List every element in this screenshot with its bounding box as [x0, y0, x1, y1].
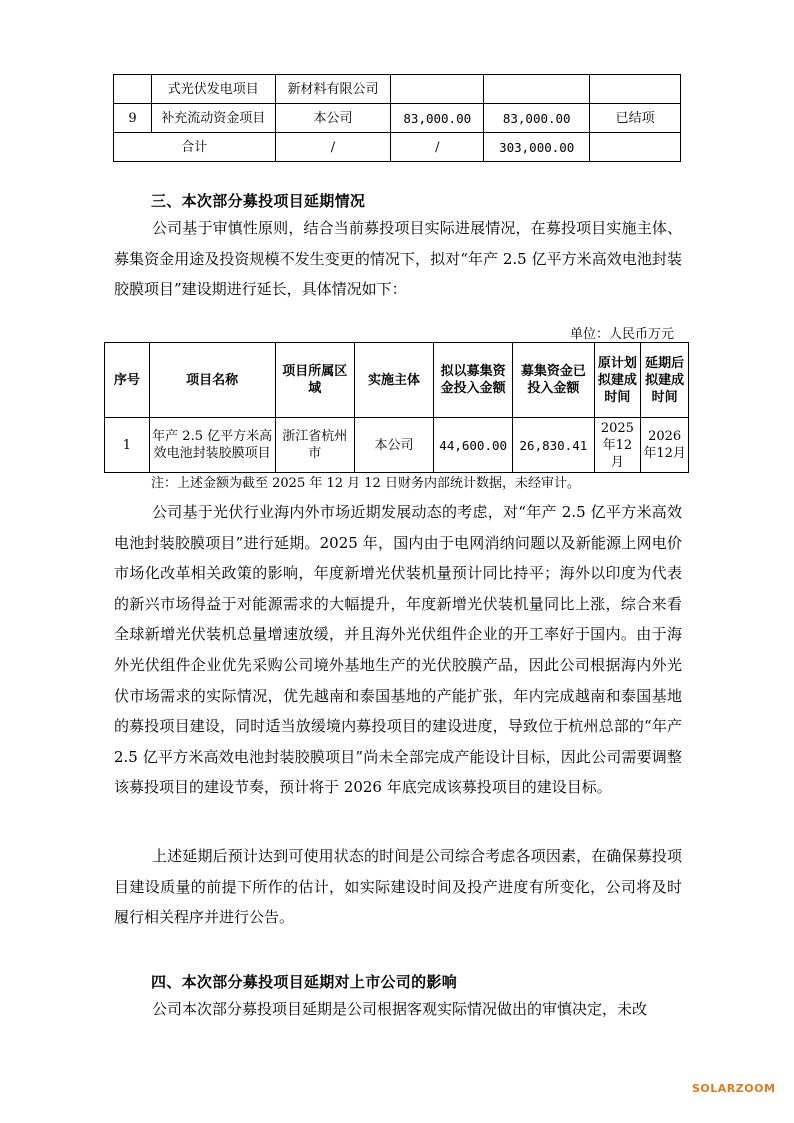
- planned-amount: [391, 75, 484, 104]
- table-row: [105, 418, 689, 473]
- header-name: 项目名称: [149, 343, 275, 418]
- implementing-entity: 本公司: [275, 104, 391, 133]
- header-entity: 实施主体: [354, 343, 433, 418]
- section-3-heading: 三、本次部分募投项目延期情况: [151, 192, 366, 210]
- invested-amount: [484, 75, 590, 104]
- table-row: [114, 75, 681, 104]
- implementing-entity: 新材料有限公司: [275, 75, 391, 104]
- total-entity: /: [275, 133, 391, 162]
- implementing-entity: 本公司: [354, 418, 433, 473]
- planned-amount: 44,600.00: [434, 418, 513, 473]
- solarzoom-logo: SOLARZOOM: [692, 1082, 776, 1095]
- header-no: 序号: [105, 343, 150, 418]
- project-status: 已结项: [590, 104, 681, 133]
- project-status: [590, 75, 681, 104]
- total-label: 合计: [114, 133, 276, 162]
- extended-completion-date: 2026年12月: [641, 418, 689, 473]
- row-no: [114, 75, 152, 104]
- header-region: 项目所属区域: [275, 343, 354, 418]
- header-planned: 拟以募集资金投入金额: [434, 343, 513, 418]
- project-name: 补充流动资金项目: [151, 104, 275, 133]
- header-invested: 募集资金已投入金额: [513, 343, 594, 418]
- project-region: 浙江省杭州市: [275, 418, 354, 473]
- row-no: 9: [114, 104, 152, 133]
- invested-amount: 83,000.00: [484, 104, 590, 133]
- invested-amount: 26,830.41: [513, 418, 594, 473]
- section-4-intro: 公司本次部分募投项目延期是公司根据客观实际情况做出的审慎决定，未改: [152, 1000, 648, 1018]
- total-invested: 303,000.00: [484, 133, 590, 162]
- section-3-intro: 公司基于审慎性原则，结合当前募投项目实际进展情况，在募投项目实施主体、募集资金用途及投资规模不发生变更的情况下，拟对“年产 2.5 亿平方米高效电池封装胶膜项目”建设期进行延长，具体情况如下：: [114, 219, 682, 299]
- planned-amount: 83,000.00: [391, 104, 484, 133]
- project-extension-table: [104, 342, 689, 473]
- total-row: [114, 133, 681, 162]
- header-orig-date: 原计划拟建成时间: [594, 343, 641, 418]
- total-status: [590, 133, 681, 162]
- project-name: 年产 2.5 亿平方米高效电池封装胶膜项目: [149, 418, 275, 473]
- table-row: [114, 104, 681, 133]
- funds-table-continued: [113, 74, 681, 162]
- section-4-heading: 四、本次部分募投项目延期对上市公司的影响: [151, 973, 458, 991]
- total-planned: /: [391, 133, 484, 162]
- unit-label: 单位：人民币万元: [569, 327, 674, 342]
- table-note: 注：上述金额为截至 2025 年 12 月 12 日财务内部统计数据，未经审计。: [151, 476, 580, 491]
- paragraph-reason: 公司基于光伏行业海内外市场近期发展动态的考虑，对“年产 2.5 亿平方米高效电池封装胶膜项目”进行延期。2025 年，国内由于电网消纳问题以及新能源上网电价市场化改革相关政策的影响，年度新增光伏装机量预计同比持平；海外以印度为代表的新兴市场得益于对能源需求的大幅提升，年度新增光伏装机量同比上涨，综合来看全球新增光伏装机总量增速放缓，并且海外光伏组件企业的开工率好于国内。由于海外光伏组件企业优先采购公司境外基地生产的光伏胶膜产品，因此公司根据海内外光伏市场需求的实际情况，优先越南和泰国基地的产能扩张，年内完成越南和泰国基地的募投项目建设，同时适当放缓境内募投项目的建设进度，导致位于杭州总部的“年产 2.5 亿平方米高效电池封装胶膜项目”尚未全部完成产能设计目标，因此公司需要调整该募投项目的建设节奏，预计将于 2026 年底完成该募投项目的建设目标。: [114, 503, 682, 797]
- project-name: 式光伏发电项目: [151, 75, 275, 104]
- header-new-date: 延期后拟建成时间: [641, 343, 689, 418]
- row-no: 1: [105, 418, 150, 473]
- table-header-row: [105, 343, 689, 418]
- paragraph-estimate: 上述延期后预计达到可使用状态的时间是公司综合考虑各项因素，在确保募投项目建设质量的前提下所作的估计，如实际建设时间及投产进度有所变化，公司将及时履行相关程序并进行公告。: [114, 847, 682, 927]
- original-completion-date: 2025年12月: [594, 418, 641, 473]
